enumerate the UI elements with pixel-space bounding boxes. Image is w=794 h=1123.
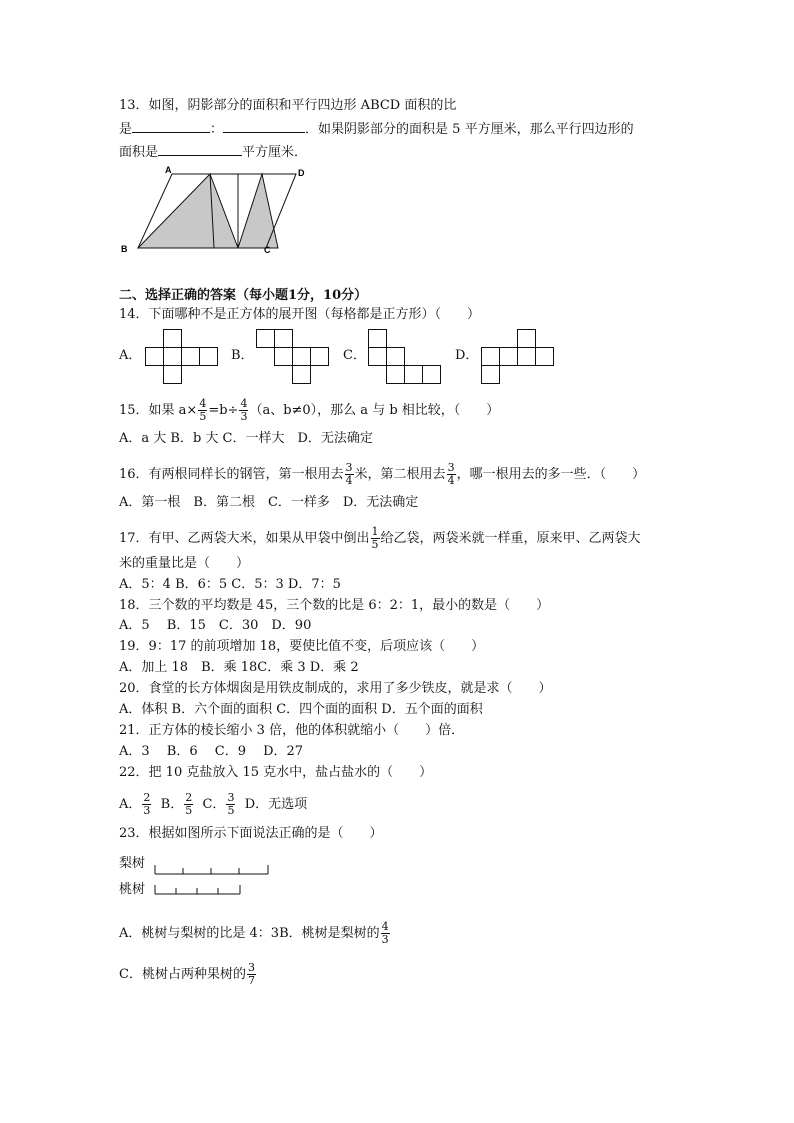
- net-b: [256, 329, 332, 385]
- denominator: 5: [371, 538, 379, 551]
- q13-line2: [119, 120, 634, 138]
- answer-blank-2[interactable]: [223, 120, 305, 133]
- parallelogram-figure: [118, 164, 308, 256]
- q17-stem: [119, 526, 641, 551]
- q14-option-c[interactable]: C．: [343, 348, 366, 363]
- numerator: 3: [247, 961, 255, 974]
- denominator: 5: [185, 804, 193, 817]
- numerator: 3: [447, 461, 455, 474]
- denominator: 3: [381, 933, 389, 946]
- q13-line1: 13．如图，阴影部分的面积和平行四边形 ABCD 面积的比: [119, 98, 457, 113]
- q22-options[interactable]: [119, 792, 307, 817]
- label-a: A: [165, 165, 172, 175]
- q15-text-3: （a、b≠0），那么 a 与 b 相比较，（ ）: [249, 403, 500, 418]
- net-d: [481, 329, 557, 385]
- fraction-4-3: [239, 398, 248, 423]
- q20-options[interactable]: A．体积 B．六个面的面积 C．四个面的面积 D．五个面的面积: [119, 702, 483, 717]
- q15-options[interactable]: A．a 大 B．b 大 C．一样大 D．无法确定: [119, 431, 373, 446]
- numerator: 2: [143, 791, 151, 804]
- q13-text: 是: [119, 122, 133, 137]
- fraction-4-3-q23: [381, 921, 390, 946]
- q21-options[interactable]: A．3 B．6 C．9 D．27: [119, 744, 304, 759]
- q13-text-2: ．如果阴影部分的面积是 5 平方厘米，那么平行四边形的: [305, 122, 634, 137]
- net-a: [145, 329, 221, 385]
- q20-stem: 20．食堂的长方体烟囱是用铁皮制成的，求用了多少铁皮，就是求（ ）: [119, 681, 552, 696]
- q23-stem: 23．根据如图所示下面说法正确的是（ ）: [119, 826, 383, 841]
- q21-stem: 21．正方体的棱长缩小 3 倍，他的体积就缩小（ ）倍．: [119, 723, 465, 738]
- q19-stem: 19．9：17 的前项增加 18，要使比值不变，后项应该（ ）: [119, 639, 485, 654]
- fraction-1-5: [371, 526, 380, 551]
- numerator: 4: [381, 920, 389, 933]
- fraction-3-4-b: [447, 462, 456, 487]
- q14-stem: 14．下面哪种不是正方体的展开图（每格都是正方形）（ ）: [119, 307, 481, 322]
- q17-stem-line2: 米的重量比是（ ）: [119, 556, 250, 571]
- q22-option-c[interactable]: C．: [202, 797, 226, 812]
- q14-option-d[interactable]: D．: [455, 348, 479, 363]
- fraction-4-5: [198, 398, 207, 423]
- q16-text-3: ，哪一根用去的多一些．（ ）: [456, 467, 646, 482]
- q23-text-c: C．桃树占两种果树的: [119, 967, 246, 982]
- numerator: 1: [371, 525, 379, 538]
- q22-option-d[interactable]: D．无选项: [244, 797, 308, 812]
- q14-option-b[interactable]: B．: [231, 348, 254, 363]
- q14-option-a[interactable]: A．: [119, 348, 142, 363]
- answer-blank-1[interactable]: [132, 120, 210, 133]
- numerator: 3: [345, 461, 353, 474]
- q15-stem: [119, 398, 499, 423]
- q22-option-a[interactable]: A．: [119, 797, 142, 812]
- net-c: [368, 329, 444, 385]
- q22-stem: 22．把 10 克盐放入 15 克水中，盐占盐水的（ ）: [119, 765, 433, 780]
- fraction-2-5: [184, 792, 193, 817]
- section-2-title: 二、选择正确的答案（每小题1分，10分）: [119, 288, 368, 303]
- q13-colon: ：: [210, 122, 224, 137]
- numerator: 3: [227, 791, 235, 804]
- answer-blank-3[interactable]: [158, 143, 242, 156]
- q13-unit: 平方厘米．: [242, 145, 308, 160]
- denominator: 4: [447, 474, 455, 487]
- label-c: C: [264, 245, 271, 255]
- fraction-3-5: [226, 792, 235, 817]
- numerator: 2: [185, 791, 193, 804]
- q13-text-3: 面积是: [119, 145, 159, 160]
- q17-text: 17．有甲、乙两袋大米，如果从甲袋中倒出: [119, 531, 370, 546]
- q19-options[interactable]: A．加上 18 B．乘 18C．乘 3 D．乘 2: [119, 660, 359, 675]
- q16-stem: [119, 462, 645, 487]
- numerator: 4: [199, 397, 207, 410]
- peach-label: 桃树: [119, 882, 146, 897]
- denominator: 3: [143, 804, 151, 817]
- q18-options[interactable]: A．5 B．15 C．30 D．90: [119, 618, 312, 633]
- q23-option-a-b[interactable]: [119, 921, 391, 946]
- label-b: B: [121, 244, 128, 254]
- q17-text-2: 给乙袋，两袋米就一样重，原来甲、乙两袋大: [380, 531, 641, 546]
- q16-text: 16．有两根同样长的钢管，第一根用去: [119, 467, 344, 482]
- pear-label: 梨树: [119, 856, 146, 871]
- denominator: 4: [345, 474, 353, 487]
- fraction-3-4: [345, 462, 354, 487]
- denominator: 3: [240, 410, 248, 423]
- q15-text: 15．如果 a×: [119, 403, 198, 418]
- denominator: 7: [247, 974, 255, 987]
- q16-text-2: 米，第二根用去: [354, 467, 446, 482]
- q18-stem: 18．三个数的平均数是 45，三个数的比是 6：2：1，最小的数是（ ）: [119, 598, 550, 613]
- pear-bar: [154, 862, 270, 876]
- peach-bar: [154, 882, 270, 896]
- denominator: 5: [227, 804, 235, 817]
- q15-text-2: =b÷: [208, 403, 239, 418]
- q22-option-b[interactable]: B．: [160, 797, 184, 812]
- fraction-3-7: [247, 962, 256, 987]
- fraction-2-3: [142, 792, 151, 817]
- q23-option-c[interactable]: [119, 962, 257, 987]
- q16-options[interactable]: A．第一根 B．第二根 C．一样多 D．无法确定: [119, 495, 419, 510]
- denominator: 5: [199, 410, 207, 423]
- q17-options[interactable]: A．5：4 B．6：5 C．5：3 D．7：5: [119, 577, 341, 592]
- q23-text: A．桃树与梨树的比是 4：3B．桃树是梨树的: [119, 926, 380, 941]
- numerator: 4: [240, 397, 248, 410]
- label-d: D: [298, 168, 305, 178]
- q13-line3: [119, 143, 307, 161]
